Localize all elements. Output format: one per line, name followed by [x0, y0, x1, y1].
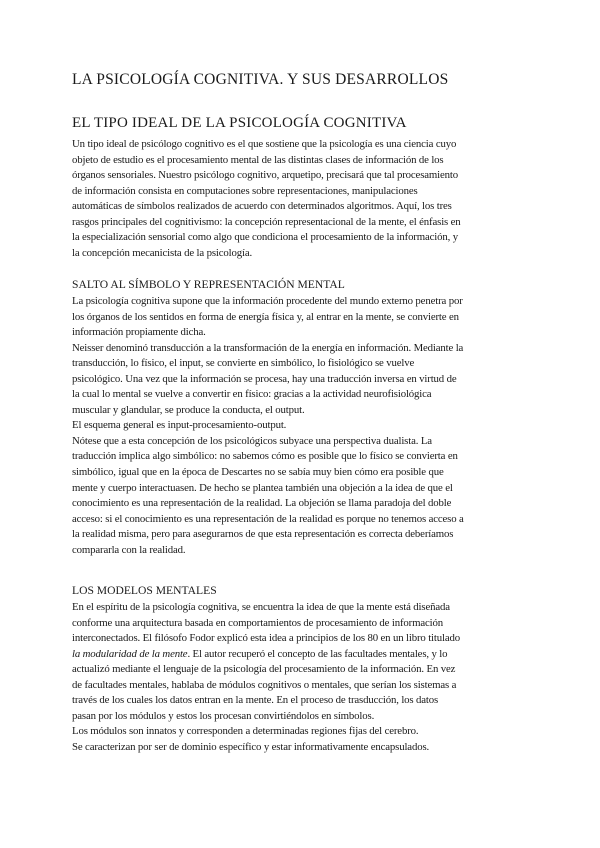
text-line: información propiamente dicha. — [72, 326, 206, 339]
text-line: mente y cuerpo interactuasen. De hecho se plantea también una objeción a la idea de que el — [72, 481, 453, 494]
text-line: Se caracterizan por ser de dominio específico y estar informativamente encapsulados. — [72, 740, 430, 753]
text-line: muscular y glandular, se produce la conducta, el output. — [72, 403, 305, 416]
section-body-modelos-mentales — [72, 600, 532, 755]
text-line: En el espíritu de la psicología cognitiva, se encuentra la idea de que la mente está diseñada — [72, 601, 450, 613]
section-heading-salto-simbolo: SALTO AL SÍMBOLO Y REPRESENTACIÓN MENTAL — [72, 278, 345, 291]
text-line: órganos sensoriales. Nuestro psicólogo cognitivo, arquetipo, precisará que tal procesamiento — [72, 169, 458, 182]
text-line: la especialización sensorial como algo que condiciona el procesamiento de la información, y — [72, 231, 458, 244]
text-line: automáticas de símbolos realizados de acuerdo con determinados algoritmos. Aquí, los tres — [72, 200, 452, 213]
text-line-with-italic — [72, 647, 532, 663]
text-line: la concepción mecanicista de la psicología. — [72, 246, 253, 259]
text-line: objeto de estudio es el procesamiento mental de las distintas clases de información de los — [72, 153, 444, 166]
text-line: Los módulos son innatos y corresponden a determinadas regiones fijas del cerebro. — [72, 725, 419, 738]
text-line: Neisser denominó transducción a la transformación de la energía en información. Mediante la — [72, 341, 464, 354]
text-line: conocimiento es una representación de la realidad. La objeción se llama paradoja del doble — [72, 497, 452, 510]
section-heading-tipo-ideal: EL TIPO IDEAL DE LA PSICOLOGÍA COGNITIVA — [72, 115, 407, 131]
section-body-tipo-ideal — [72, 137, 532, 261]
text-line: El esquema general es input-procesamiento-output. — [72, 419, 287, 432]
text-line: psicológico. Una vez que la información se procesa, hay una traducción inversa en virtud de — [72, 372, 457, 385]
text-line: través de los cuales los datos entran en la mente. En el proceso de trasducción, los datos — [72, 694, 439, 707]
text-line: conforme una arquitectura basada en comportamientos de procesamiento de información — [72, 616, 443, 629]
text-line: de información consista en computaciones sobre representaciones, manipulaciones — [72, 184, 418, 197]
text-line: la realidad misma, pero para asegurarnos de que esta representación es correcta deberíamos — [72, 528, 454, 541]
text-line: pasan por los módulos y estos los procesan convirtiéndolos en símbolos. — [72, 709, 375, 722]
text-line: de facultades mentales, hablaba de módulos cognitivos o mentales, que serían los sistemas a — [72, 678, 457, 691]
text-line: actualizó mediante el lenguaje de la psicología del procesamiento de la información. En vez — [72, 663, 456, 676]
section-body-salto-simbolo — [72, 294, 532, 558]
text-line: Nótese que a esta concepción de los psicológicos subyace una perspectiva dualista. La — [72, 434, 432, 447]
text-fragment: . El autor recuperó el concepto de las facultades mentales, y lo — [187, 647, 448, 660]
text-line: rasgos principales del cognitivismo: la concepción representacional de la mente, el énfasis en — [72, 215, 461, 228]
text-line: compararla con la realidad. — [72, 543, 186, 556]
text-line: los órganos de los sentidos en forma de energía física y, al entrar en la mente, se convierte en — [72, 310, 459, 323]
text-line: simbólico, igual que en la época de Descartes no se sabía muy bien cómo era posible que — [72, 466, 444, 479]
text-line: La psicología cognitiva supone que la información procedente del mundo externo penetra por — [72, 295, 463, 307]
document-title: LA PSICOLOGÍA COGNITIVA. Y SUS DESARROLLOS — [72, 71, 449, 88]
text-line: la cual lo mental se vuelve a convertir en físico: gracias a la actividad neurofisiológica — [72, 388, 432, 401]
text-line: Un tipo ideal de psicólogo cognitivo es el que sostiene que la psicología es una ciencia cuyo — [72, 138, 457, 150]
text-line: acceso: si el conocimiento es una representación de la realidad es porque no tenemos acceso a — [72, 512, 464, 525]
text-line: interconectados. El filósofo Fodor explicó esta idea a principios de los 80 en un libro titulado — [72, 632, 460, 645]
book-title: la modularidad de la mente — [72, 647, 188, 660]
text-line: transducción, lo físico, el input, se convierte en simbólico, lo fisiológico se vuelve — [72, 357, 415, 370]
section-heading-modelos-mentales: LOS MODELOS MENTALES — [72, 584, 217, 597]
text-line: traducción implica algo simbólico: no sabemos cómo es posible que lo físico se convierta en — [72, 450, 458, 463]
